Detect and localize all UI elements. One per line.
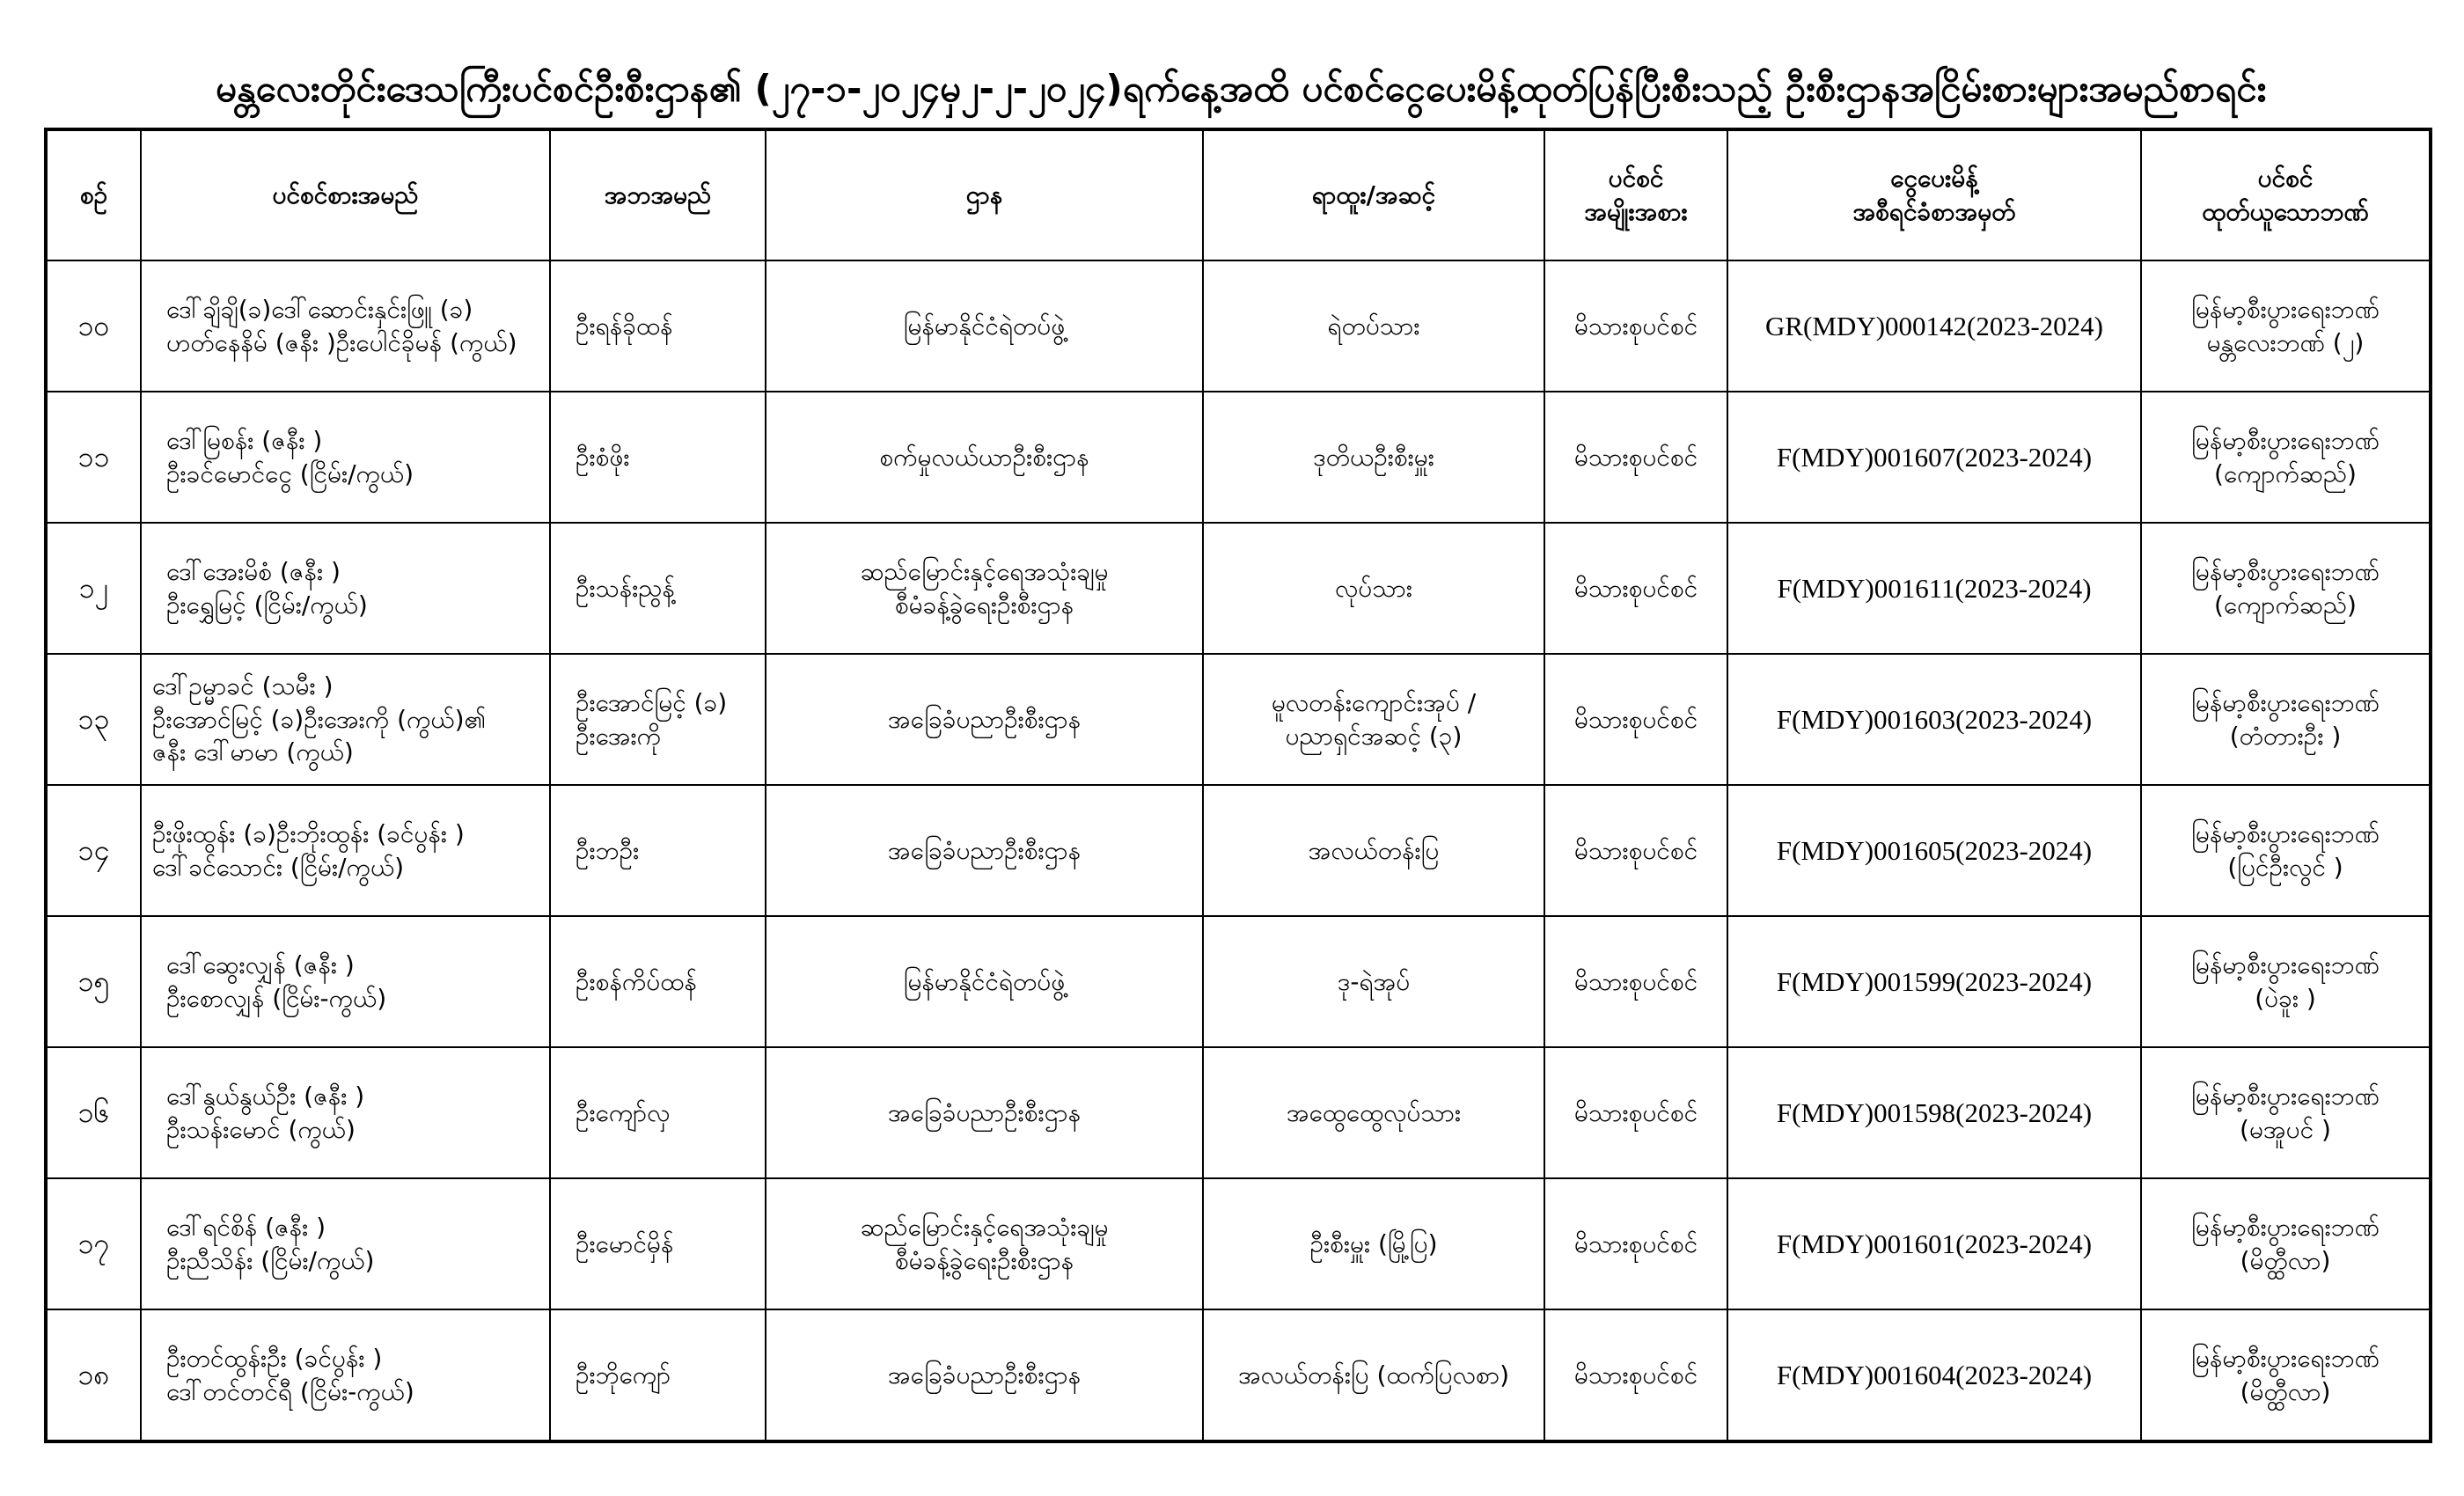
cell-payment-order: F(MDY)001605(2023-2024) bbox=[1727, 785, 2141, 916]
cell-bank bbox=[2141, 392, 2431, 523]
cell-payment-order: F(MDY)001603(2023-2024) bbox=[1727, 654, 2141, 785]
table-body bbox=[46, 260, 2431, 1441]
cell-pension-type: မိသားစုပင်စင် bbox=[1544, 392, 1727, 523]
col-header-no: စဉ် bbox=[46, 129, 141, 260]
cell-bank bbox=[2141, 1178, 2431, 1309]
cell-rank bbox=[1203, 785, 1544, 916]
department-line1: အခြေခံပညာဦးစီးဌာန bbox=[887, 1360, 1082, 1390]
rank-line1: အထွေထွေလုပ်သား bbox=[1286, 1097, 1462, 1127]
bank-line1: မြန်မာ့စီးပွားရေးဘဏ် bbox=[2191, 1081, 2380, 1111]
pensioner-line1: ဒေါ်အေးမိစံ (ဇနီး ) bbox=[166, 556, 341, 586]
cell-pensioner bbox=[141, 1047, 550, 1178]
pensioner-line1: ဦးတင်ထွန်းဦး (ခင်ပွန်း ) bbox=[166, 1343, 383, 1373]
bank-line2: (မိတ္ထီလာ) bbox=[2240, 1245, 2331, 1275]
department-line1: ဆည်မြောင်းနှင့်ရေအသုံးချမှု bbox=[860, 556, 1109, 586]
rank-line1: လုပ်သား bbox=[1335, 573, 1412, 603]
department-line1: အခြေခံပညာဦးစီးဌာန bbox=[887, 704, 1082, 734]
rank-line1: အလယ်တန်းပြ (ထက်ပြလစာ) bbox=[1237, 1360, 1510, 1390]
cell-pensioner bbox=[141, 392, 550, 523]
pensioner-line3: ဇနီး ဒေါ်မာမာ (ကွယ်) bbox=[152, 737, 354, 767]
cell-department bbox=[766, 1047, 1203, 1178]
bank-line2: (ပဲခူး ) bbox=[2255, 983, 2316, 1013]
cell-pensioner bbox=[141, 916, 550, 1047]
pensioner-line2: ဦးသန်းမောင် (ကွယ်) bbox=[166, 1114, 356, 1144]
cell-pension-type: မိသားစုပင်စင် bbox=[1544, 654, 1727, 785]
cell-payment-order: F(MDY)001599(2023-2024) bbox=[1727, 916, 2141, 1047]
table-row bbox=[46, 1309, 2431, 1441]
cell-father: ဦးဘဦး bbox=[550, 785, 766, 916]
bank-line2: (ပြင်ဦးလွင် ) bbox=[2227, 852, 2343, 882]
cell-department bbox=[766, 654, 1203, 785]
pensioner-line2: ဦးခင်မောင်ငွေ (ငြိမ်း/ကွယ်) bbox=[166, 458, 414, 488]
pensioner-line1: ဒေါ်ဥမ္မာခင် (သမီး ) bbox=[152, 671, 334, 700]
cell-rank bbox=[1203, 523, 1544, 654]
rank-line1: ရဲတပ်သား bbox=[1327, 311, 1420, 341]
cell-pension-type: မိသားစုပင်စင် bbox=[1544, 916, 1727, 1047]
page-title: မန္တလေးတိုင်းဒေသကြီးပင်စင်ဦးစီးဌာန၏ (၂၇-၁-၂၀၂၄မှ၂-၂-၂၀၂၄)ရက်နေ့အထိ ပင်စင်ငွေပေးမိန့်ထုတ်ပြန်ပြီးစီးသည့် ဦးစီးဌာနအငြိမ်းစားများအမည်စာရင်း bbox=[215, 67, 2267, 110]
department-line1: ဆည်မြောင်းနှင့်ရေအသုံးချမှု bbox=[860, 1212, 1109, 1242]
cell-no: ၁၄ bbox=[46, 785, 141, 916]
cell-payment-order: F(MDY)001598(2023-2024) bbox=[1727, 1047, 2141, 1178]
cell-department bbox=[766, 523, 1203, 654]
table-row bbox=[46, 654, 2431, 785]
bank-line2: (မအူပင် ) bbox=[2240, 1114, 2331, 1144]
cell-bank bbox=[2141, 523, 2431, 654]
cell-department bbox=[766, 1309, 1203, 1441]
cell-rank bbox=[1203, 654, 1544, 785]
cell-no: ၁၅ bbox=[46, 916, 141, 1047]
cell-pensioner bbox=[141, 1178, 550, 1309]
col-header-department: ဌာန bbox=[766, 129, 1203, 260]
cell-bank bbox=[2141, 260, 2431, 392]
bank-line2: (တံတားဦး ) bbox=[2229, 721, 2342, 751]
bank-line1: မြန်မာ့စီးပွားရေးဘဏ် bbox=[2191, 950, 2380, 979]
col-header-bank bbox=[2141, 129, 2431, 260]
father-line2: ဦးအေးကို bbox=[576, 721, 661, 751]
cell-no: ၁၃ bbox=[46, 654, 141, 785]
cell-no: ၁၆ bbox=[46, 1047, 141, 1178]
table-row bbox=[46, 260, 2431, 392]
department-line1: မြန်မာနိုင်ငံရဲတပ်ဖွဲ့ bbox=[903, 966, 1066, 996]
cell-payment-order: GR(MDY)000142(2023-2024) bbox=[1727, 260, 2141, 392]
cell-father bbox=[550, 654, 766, 785]
cell-bank bbox=[2141, 785, 2431, 916]
table-row bbox=[46, 392, 2431, 523]
pensioner-line1: ဒေါ်နွယ်နွယ်ဦး (ဇနီး ) bbox=[166, 1081, 365, 1111]
cell-bank bbox=[2141, 654, 2431, 785]
cell-pensioner bbox=[141, 1309, 550, 1441]
col-header-bank-line2: ထုတ်ယူသောဘဏ် bbox=[2202, 197, 2369, 226]
department-line1: မြန်မာနိုင်ငံရဲတပ်ဖွဲ့ bbox=[903, 311, 1066, 341]
bank-line1: မြန်မာ့စီးပွားရေးဘဏ် bbox=[2191, 425, 2380, 455]
cell-no: ၁၈ bbox=[46, 1309, 141, 1441]
cell-pensioner bbox=[141, 523, 550, 654]
col-header-rank: ရာထူး/အဆင့် bbox=[1203, 129, 1544, 260]
cell-no: ၁၁ bbox=[46, 392, 141, 523]
pensioner-line2: ဦးရွှေမြင့် (ငြိမ်း/ကွယ်) bbox=[166, 590, 368, 620]
cell-department bbox=[766, 1178, 1203, 1309]
cell-no: ၁၀ bbox=[46, 260, 141, 392]
pension-table bbox=[44, 128, 2432, 1443]
cell-pension-type: မိသားစုပင်စင် bbox=[1544, 260, 1727, 392]
cell-pensioner bbox=[141, 260, 550, 392]
cell-father: ဦးကျော်လှ bbox=[550, 1047, 766, 1178]
department-line2: စီမံခန့်ခွဲရေးဦးစီးဌာန bbox=[894, 1245, 1074, 1275]
department-line1: စက်မှုလယ်ယာဦးစီးဌာန bbox=[879, 442, 1089, 472]
cell-father: ဦးမောင်မှိန် bbox=[550, 1178, 766, 1309]
bank-line1: မြန်မာ့စီးပွားရေးဘဏ် bbox=[2191, 294, 2380, 324]
cell-rank bbox=[1203, 1309, 1544, 1441]
pensioner-line1: ဒေါ်ရင်စိန် (ဇနီး ) bbox=[166, 1212, 326, 1242]
col-header-pension-type bbox=[1544, 129, 1727, 260]
cell-pensioner bbox=[141, 785, 550, 916]
cell-payment-order: F(MDY)001611(2023-2024) bbox=[1727, 523, 2141, 654]
cell-department bbox=[766, 785, 1203, 916]
col-header-pensioner: ပင်စင်စားအမည် bbox=[141, 129, 550, 260]
cell-pension-type: မိသားစုပင်စင် bbox=[1544, 1178, 1727, 1309]
cell-bank bbox=[2141, 1309, 2431, 1441]
col-header-father: အဘအမည် bbox=[550, 129, 766, 260]
cell-department bbox=[766, 260, 1203, 392]
pensioner-line1: ဒေါ်မြစန်း (ဇနီး ) bbox=[166, 425, 323, 455]
cell-pension-type: မိသားစုပင်စင် bbox=[1544, 523, 1727, 654]
rank-line1: ဒုတိယဦးစီးမှူး bbox=[1313, 442, 1434, 472]
col-header-payment-order-line1: ငွေပေးမိန့် bbox=[1890, 164, 1978, 194]
rank-line1: ဒု-ရဲအုပ် bbox=[1337, 966, 1411, 996]
cell-rank bbox=[1203, 260, 1544, 392]
col-header-bank-line1: ပင်စင် bbox=[2257, 164, 2314, 194]
bank-line2: (ကျောက်ဆည်) bbox=[2214, 590, 2357, 620]
cell-no: ၁၂ bbox=[46, 523, 141, 654]
department-line2: စီမံခန့်ခွဲရေးဦးစီးဌာန bbox=[894, 590, 1074, 620]
cell-bank bbox=[2141, 916, 2431, 1047]
col-header-payment-order-line2: အစီရင်ခံစာအမှတ် bbox=[1852, 197, 2016, 226]
father-line1: ဦးအောင်မြင့် (ခ) bbox=[576, 687, 728, 717]
bank-line1: မြန်မာ့စီးပွားရေးဘဏ် bbox=[2191, 1212, 2380, 1242]
col-header-pension-type-line1: ပင်စင် bbox=[1608, 164, 1664, 194]
cell-father: ဦးစန်ကိပ်ထန် bbox=[550, 916, 766, 1047]
pensioner-line2: ဟတ်နေနိမ် (ဇနီး )ဦးပေါင်ခိုမန် (ကွယ်) bbox=[166, 327, 517, 357]
cell-department bbox=[766, 916, 1203, 1047]
cell-father: ဦးသန်းညွန့် bbox=[550, 523, 766, 654]
cell-pension-type: မိသားစုပင်စင် bbox=[1544, 785, 1727, 916]
rank-line1: ဦးစီးမှူး (မြို့ပြ) bbox=[1309, 1228, 1438, 1258]
cell-payment-order: F(MDY)001601(2023-2024) bbox=[1727, 1178, 2141, 1309]
department-line1: အခြေခံပညာဦးစီးဌာန bbox=[887, 1097, 1082, 1127]
cell-father: ဦးရန်ခိုထန် bbox=[550, 260, 766, 392]
bank-line1: မြန်မာ့စီးပွားရေးဘဏ် bbox=[2191, 687, 2380, 717]
cell-rank bbox=[1203, 392, 1544, 523]
pensioner-line1: ဦးဖိုးထွန်း (ခ)ဦးဘိုးထွန်း (ခင်ပွန်း ) bbox=[152, 818, 465, 848]
table-header-row bbox=[46, 129, 2431, 260]
table-row bbox=[46, 523, 2431, 654]
cell-bank bbox=[2141, 1047, 2431, 1178]
bank-line2: (ကျောက်ဆည်) bbox=[2214, 458, 2357, 488]
cell-rank bbox=[1203, 1047, 1544, 1178]
col-header-payment-order bbox=[1727, 129, 2141, 260]
bank-line2: မန္တလေးဘဏ် (၂) bbox=[2206, 327, 2365, 357]
table-row bbox=[46, 1047, 2431, 1178]
cell-father: ဦးဘိုကျော် bbox=[550, 1309, 766, 1441]
rank-line1: အလယ်တန်းပြ bbox=[1308, 835, 1440, 865]
cell-payment-order: F(MDY)001604(2023-2024) bbox=[1727, 1309, 2141, 1441]
pensioner-line2: ဦးအောင်မြင့် (ခ)ဦးအေးကို (ကွယ်)၏ bbox=[152, 704, 487, 734]
cell-no: ၁၇ bbox=[46, 1178, 141, 1309]
table-row bbox=[46, 785, 2431, 916]
bank-line1: မြန်မာ့စီးပွားရေးဘဏ် bbox=[2191, 818, 2380, 848]
rank-line2: ပညာရှင်အဆင့် (၃) bbox=[1285, 721, 1463, 751]
pensioner-line2: ဒေါ်တင်တင်ရီ (ငြိမ်း-ကွယ်) bbox=[166, 1376, 414, 1406]
department-line1: အခြေခံပညာဦးစီးဌာန bbox=[887, 835, 1082, 865]
bank-line2: (မိတ္ထီလာ) bbox=[2240, 1376, 2331, 1406]
col-header-pension-type-line2: အမျိုးအစား bbox=[1584, 197, 1688, 226]
pensioner-line2: ဦးစောလျှန် (ငြိမ်း-ကွယ်) bbox=[166, 983, 387, 1013]
pensioner-line1: ဒေါ်ချိချိ(ခ)ဒေါ်ဆောင်းနှင်းဖြူ (ခ) bbox=[166, 294, 473, 324]
bank-line1: မြန်မာ့စီးပွားရေးဘဏ် bbox=[2191, 1343, 2380, 1373]
pensioner-line2: ဦးညီသိန်း (ငြိမ်း/ကွယ်) bbox=[166, 1245, 375, 1275]
pensioner-line1: ဒေါ်ဆွေးလျှန် (ဇနီး ) bbox=[166, 950, 355, 979]
bank-line1: မြန်မာ့စီးပွားရေးဘဏ် bbox=[2191, 556, 2380, 586]
cell-department bbox=[766, 392, 1203, 523]
cell-rank bbox=[1203, 1178, 1544, 1309]
cell-rank bbox=[1203, 916, 1544, 1047]
cell-pensioner bbox=[141, 654, 550, 785]
cell-payment-order: F(MDY)001607(2023-2024) bbox=[1727, 392, 2141, 523]
cell-pension-type: မိသားစုပင်စင် bbox=[1544, 1047, 1727, 1178]
rank-line1: မူလတန်းကျောင်းအုပ် / bbox=[1271, 687, 1477, 717]
pensioner-line2: ဒေါ်ခင်သောင်း (ငြိမ်း/ကွယ်) bbox=[152, 852, 405, 882]
cell-pension-type: မိသားစုပင်စင် bbox=[1544, 1309, 1727, 1441]
cell-father: ဦးစံဖိုး bbox=[550, 392, 766, 523]
table-row bbox=[46, 1178, 2431, 1309]
table-row bbox=[46, 916, 2431, 1047]
